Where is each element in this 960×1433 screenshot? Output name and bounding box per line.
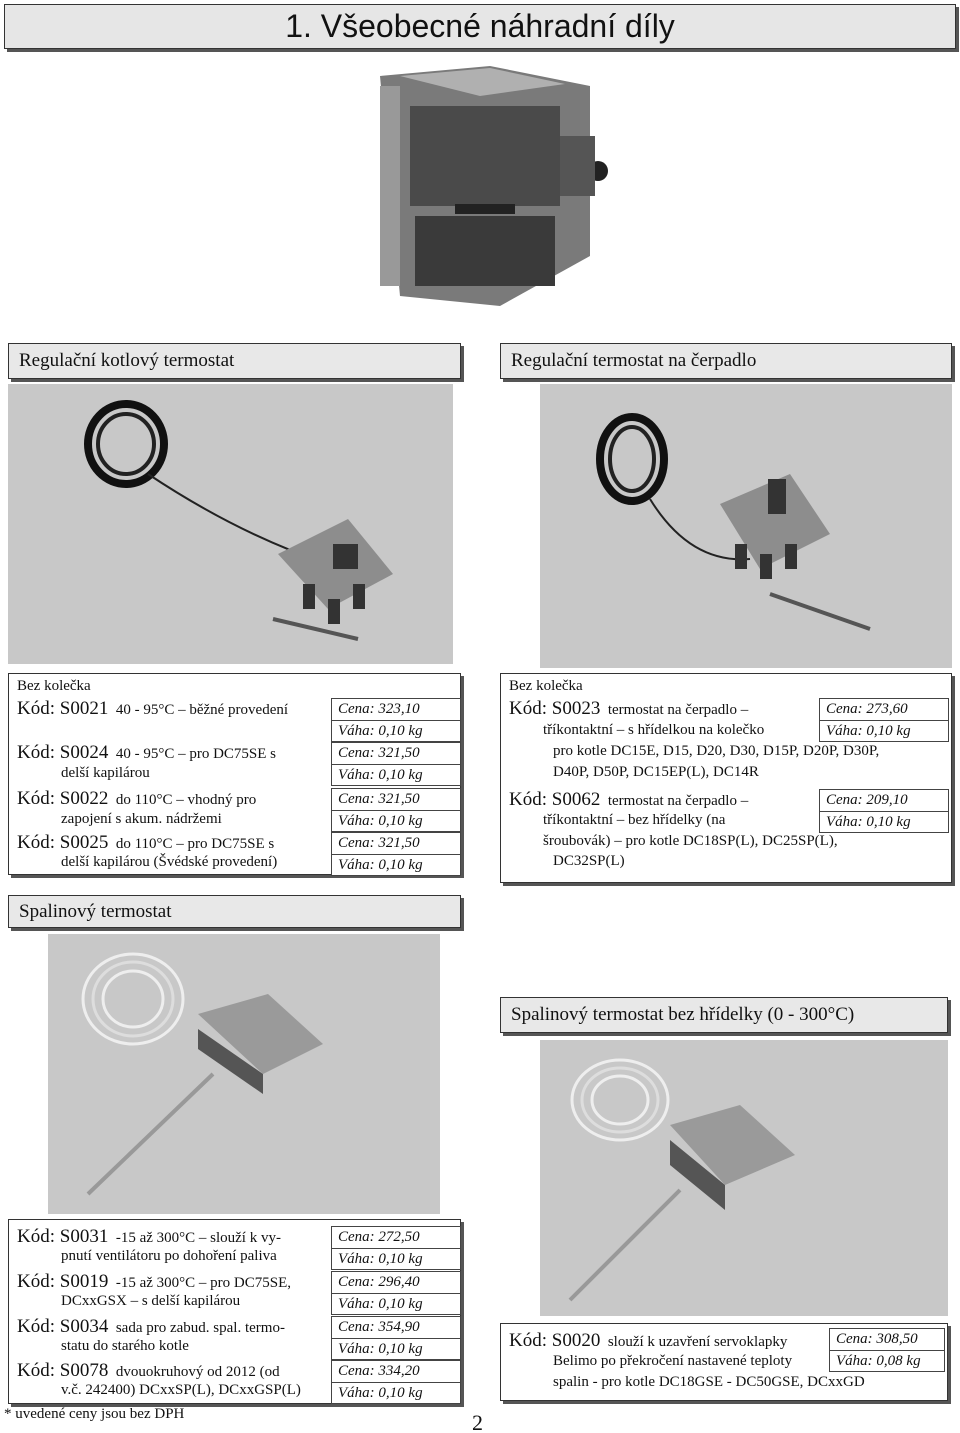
boiler-image [360,56,610,312]
section-header-spalinovy-bez: Spalinový termostat bez hřídelky (0 - 300°C) [500,997,948,1033]
item-code: Kód: S0025 [17,832,109,853]
item-desc: termostat na čerpadlo – [607,793,749,809]
item-weight: Váha: 0,10 kg [819,720,949,742]
item-weight: Váha: 0,10 kg [331,720,461,742]
spalinovy-bez-panel [500,1323,948,1401]
item-price: Cena: 209,10 [819,789,949,811]
spalinovy-thermostat-image [48,934,440,1214]
item-code: Kód: S0021 [17,698,109,719]
item-code: Kód: S0023 [509,698,601,719]
item-code: Kód: S0020 [509,1330,601,1351]
item-desc-3: šroubovák) – pro kotle DC18SP(L), DC25SP(L), [543,833,838,849]
item-desc: dvouokruhový od 2012 (od [115,1364,280,1380]
item-desc-2: tříkontaktní – s hřídelkou na kolečko [543,722,765,738]
item-desc-2: DCxxGSX – s delší kapilárou [61,1293,241,1309]
cerpadlo-thermostat-image [540,384,952,668]
item-desc-2: delší kapilárou [61,765,150,781]
item-desc-2: tříkontaktní – bez hřídelky (na [543,812,726,828]
item-weight: Váha: 0,10 kg [819,811,949,833]
item-desc-3: spalin - pro kotle DC18GSE - DC50GSE, DCxxGD [553,1374,865,1390]
item-desc: do 110°C – pro DC75SE s [115,836,275,852]
item-desc-2: Belimo po překročení nastavené teploty [553,1353,793,1369]
item-desc-2: statu do starého kotle [61,1338,189,1354]
item-weight: Váha: 0,10 kg [331,810,461,832]
item-desc: -15 až 300°C – slouží k vy- [115,1230,281,1246]
section-subtitle: Bez kolečka [509,678,583,694]
kotlovy-panel [8,673,461,875]
item-price: Cena: 321,50 [331,742,461,764]
item-desc: slouží k uzavření servoklapky [607,1334,788,1350]
section-header-spalinovy: Spalinový termostat [8,895,461,928]
item-code: Kód: S0024 [17,742,109,763]
item-desc: termostat na čerpadlo – [607,702,749,718]
item-weight: Váha: 0,10 kg [331,854,461,876]
item-desc-4: DC32SP(L) [553,853,625,869]
item-price: Cena: 354,90 [331,1316,461,1338]
item-desc-2: zapojení s akum. nádržemi [61,811,222,827]
item-weight: Váha: 0,08 kg [829,1350,945,1372]
item-price: Cena: 334,20 [331,1360,461,1382]
item-desc: do 110°C – vhodný pro [115,792,257,808]
item-code: Kód: S0062 [509,789,601,810]
cerpadlo-panel [500,673,952,883]
item-price: Cena: 308,50 [829,1328,945,1350]
item-code: Kód: S0034 [17,1316,109,1337]
item-weight: Váha: 0,10 kg [331,1382,461,1404]
item-price: Cena: 296,40 [331,1271,461,1293]
kotlovy-thermostat-image [8,384,453,664]
page-title: 1. Všeobecné náhradní díly [4,4,956,49]
section-header-kotlovy: Regulační kotlový termostat [8,343,461,379]
item-weight: Váha: 0,10 kg [331,1293,461,1315]
item-weight: Váha: 0,10 kg [331,1248,461,1270]
item-price: Cena: 321,50 [331,788,461,810]
item-weight: Váha: 0,10 kg [331,1338,461,1360]
item-weight: Váha: 0,10 kg [331,764,461,786]
item-desc-2: pnutí ventilátoru po dohoření paliva [61,1248,277,1264]
spalinovy-bez-thermostat-image [540,1040,948,1316]
page-number: 2 [472,1410,483,1433]
item-desc: 40 - 95°C – běžné provedení [115,702,289,718]
item-desc: -15 až 300°C – pro DC75SE, [115,1275,291,1291]
spalinovy-panel [8,1219,461,1404]
section-subtitle: Bez kolečka [17,678,91,694]
item-desc-4: D40P, D50P, DC15EP(L), DC14R [553,764,759,780]
footnote: * uvedené ceny jsou bez DPH [4,1406,185,1422]
item-price: Cena: 321,50 [331,832,461,854]
item-price: Cena: 273,60 [819,698,949,720]
item-code: Kód: S0031 [17,1226,109,1247]
item-desc-2: delší kapilárou (Švédské provedení) [61,854,278,870]
item-price: Cena: 272,50 [331,1226,461,1248]
item-code: Kód: S0022 [17,788,109,809]
item-price: Cena: 323,10 [331,698,461,720]
item-code: Kód: S0078 [17,1360,109,1381]
item-desc-2: v.č. 242400) DCxxSP(L), DCxxGSP(L) [61,1382,301,1398]
item-code: Kód: S0019 [17,1271,109,1292]
item-desc-3: pro kotle DC15E, D15, D20, D30, D15P, D20P, D30P, [553,743,880,759]
item-desc: 40 - 95°C – pro DC75SE s [115,746,277,762]
section-header-cerpadlo: Regulační termostat na čerpadlo [500,343,952,379]
item-desc: sada pro zabud. spal. termo- [115,1320,285,1336]
